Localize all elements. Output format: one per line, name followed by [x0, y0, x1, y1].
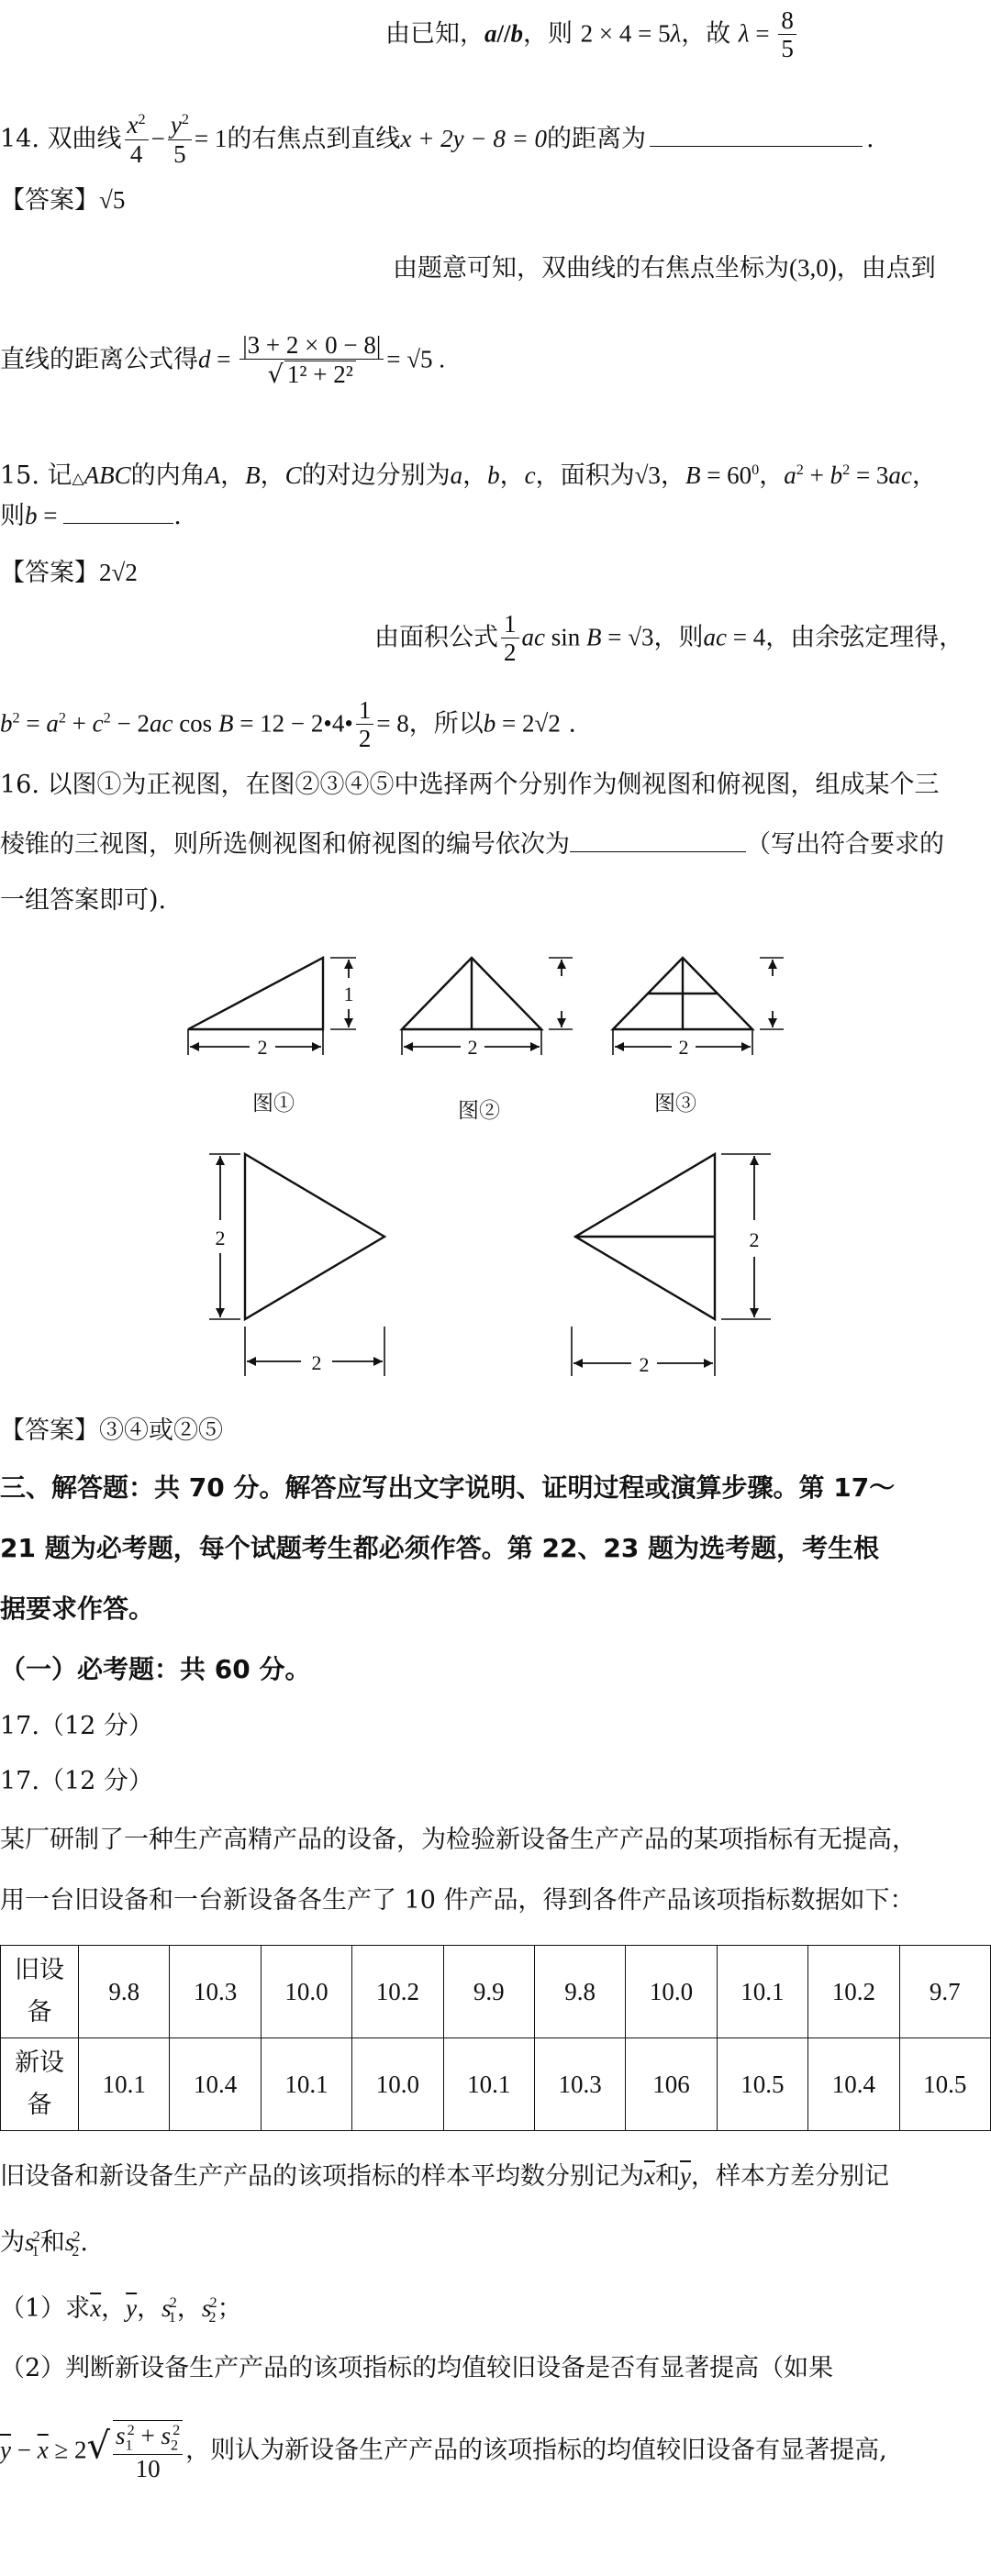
fig1-caption: 图① — [252, 1092, 295, 1115]
question-17-after1: 旧设备和新设备生产产品的该项指标的样本平均数分别记为$\overline{x}$和$\overline{y}$，样本方差分别记 — [0, 2162, 889, 2191]
row-label-old: 旧设 备 — [1, 1946, 79, 2038]
figure-5 — [572, 1154, 771, 1376]
table-cell: 10.4 — [808, 2038, 899, 2131]
table-cell: 10.4 — [170, 2038, 261, 2131]
table-cell: 10.1 — [261, 2038, 351, 2131]
answer-15: 【答案】2√2 — [0, 559, 138, 587]
question-17-part2-criterion: $\overline{y} - \overline{x} \ge 2√$ $\frac{s_1^2 + s_2^2}{10}$ ，则认为新设备生产产品的该项指标的均值较旧设备有显著提高, — [0, 2422, 887, 2483]
table-cell: 9.9 — [443, 1946, 534, 2038]
question-17-head-2: 17.（12 分） — [0, 1767, 153, 1795]
table-cell: 10.3 — [170, 1946, 261, 2038]
section-3-sub: （一）必考题：共 60 分。 — [0, 1654, 311, 1684]
question-16-line1: 16. 以图①为正视图，在图②③④⑤中选择两个分别作为侧视图和俯视图，组成某个三 — [0, 771, 940, 799]
question-16-line2: 棱锥的三视图，则所选侧视图和俯视图的编号依次为 （写出符合要求的 — [0, 826, 991, 863]
table-cell: 10.1 — [443, 2038, 534, 2131]
solution-15-line2: $b^2 = a^2 + c^2 - 2ac$ cos B = 12 − 2•4• $\frac{1}{2}$ = 8，所以b = 2√2 . — [0, 696, 577, 753]
three-view-figures — [0, 927, 991, 1404]
table-row-old — [1, 1946, 991, 2038]
question-17-after2: 为$s_1^2$和$s_2^2$. — [0, 2228, 88, 2260]
question-17-part2: （2）判断新设备生产产品的该项指标的均值较旧设备是否有显著提高（如果 — [0, 2354, 834, 2382]
table-cell: 10.0 — [626, 1946, 717, 2038]
section-3-line1: 三、解答题：共 70 分。解答应写出文字说明、证明过程或演算步骤。第 17～ — [0, 1472, 896, 1503]
table-cell: 10.2 — [352, 1946, 443, 2038]
solution-line-13: 由已知，a//b，则 2 × 4 = 5λ，故 λ = $\frac{8}{5}$ — [385, 7, 991, 62]
question-17-head-1: 17.（12 分） — [0, 1712, 153, 1740]
answer-14: 【答案】√5 — [0, 186, 126, 215]
figure-2 — [402, 958, 573, 1055]
question-17-part1: （1）求$\overline{x}$，$\overline{y}$，$s_1^2$，$s_2^2$； — [0, 2294, 242, 2326]
table-cell: 9.8 — [534, 1946, 625, 2038]
question-15-line2: 则b = . — [0, 497, 991, 535]
question-15-line1: 15. 记△ABC的内角A，B，C的对边分别为a，b，c，面积为√3，$B = 60^0$，$a^2 + b^2 = 3ac$， — [0, 461, 937, 490]
table-cell: 9.8 — [79, 1946, 170, 2038]
fig3-caption: 图③ — [654, 1092, 696, 1115]
table-cell: 10.0 — [261, 1946, 351, 2038]
data-table — [0, 1945, 991, 2131]
solution-14-line1: 由题意可知，双曲线的右焦点坐标为(3,0)，由点到 — [393, 254, 936, 283]
fig5-width-label: 2 — [639, 1353, 650, 1376]
section-3-line3: 据要求作答。 — [0, 1593, 155, 1624]
fig1-width-label: 2 — [257, 1036, 268, 1059]
table-cell: 10.3 — [534, 2038, 625, 2131]
answer-16: 【答案】③④或②⑤ — [0, 1416, 223, 1445]
table-cell: 10.5 — [899, 2038, 990, 2131]
table-cell: 10.1 — [79, 2038, 170, 2131]
fig5-height-label: 2 — [749, 1228, 760, 1251]
table-cell: 9.7 — [899, 1946, 990, 2038]
question-14: 14. 双曲线 $\frac{x^2}{4}$ − $\frac{y^2}{5}$ = 1的右焦点到直线x + 2y − 8 = 0的距离为 . — [0, 111, 874, 169]
solution-15-line1: 由面积公式 $\frac{1}{2}$ ac sin B = √3，则ac = 4，由余弦定理得， — [374, 610, 964, 667]
fig2-width-label: 2 — [467, 1036, 478, 1059]
solution-14-line2: 直线的距离公式得d = $\frac{|3 + 2 \times 0 - 8|}{\text{√ 1² + 2²}}$ = √5 . — [0, 331, 446, 390]
question-16-line3: 一组答案即可). — [0, 886, 167, 915]
table-cell: 106 — [626, 2038, 717, 2131]
fig4-height-label: 2 — [215, 1227, 226, 1249]
section-3-line2: 21 题为必考题，每个试题考生都必须作答。第 22、23 题为选考题，考生根 — [0, 1533, 880, 1563]
row-label-new: 新设 备 — [1, 2038, 79, 2131]
question-17-p2: 用一台旧设备和一台新设备各生产了 10 件产品，得到各件产品该项指标数据如下： — [0, 1886, 915, 1915]
table-cell: 10.1 — [717, 1946, 807, 2038]
fig2-caption: 图② — [458, 1099, 500, 1122]
table-cell: 10.0 — [352, 2038, 443, 2131]
figure-1 — [188, 958, 356, 1055]
figure-4 — [209, 1154, 384, 1376]
fig3-width-label: 2 — [678, 1036, 689, 1059]
fig4-width-label: 2 — [311, 1351, 322, 1374]
fig1-height-label: 1 — [343, 983, 354, 1005]
figure-3 — [613, 958, 784, 1055]
table-cell: 10.2 — [808, 1946, 899, 2038]
question-17-p1: 某厂研制了一种生产高精产品的设备，为检验新设备生产产品的某项指标有无提高， — [0, 1826, 917, 1854]
table-row-new — [1, 2038, 991, 2131]
table-cell: 10.5 — [717, 2038, 807, 2131]
